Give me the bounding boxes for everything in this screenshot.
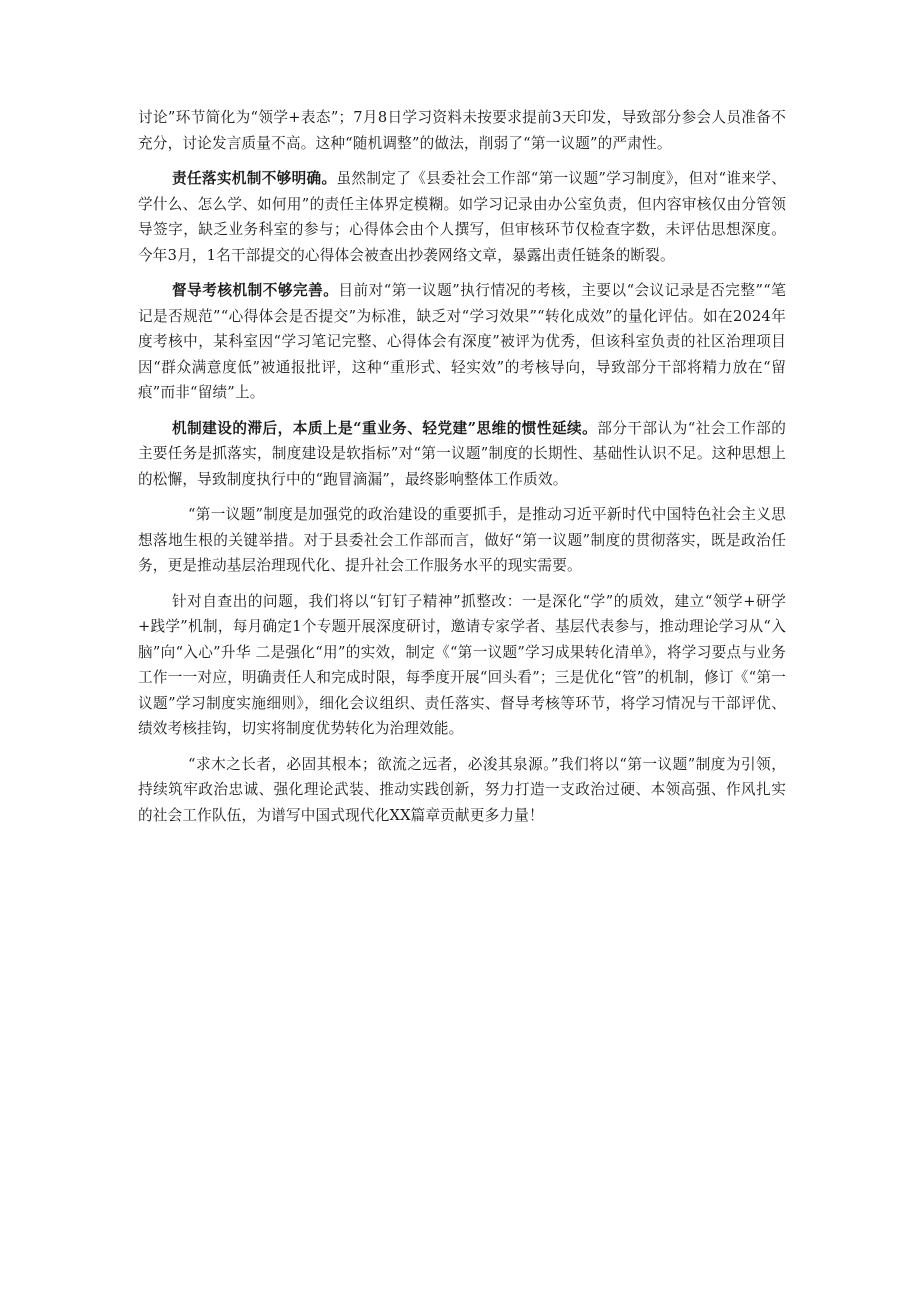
paragraph-continuation: 讨论”环节简化为“领学+表态”；7月8日学习资料未按要求提前3天印发，导致部分参会人员准备不充分，讨论发言质量不高。这种“随机调整”的做法，削弱了“第一议题”的严肃性。 [138, 109, 786, 152]
paragraph-supervision [138, 278, 786, 406]
paragraph-rectification: 针对自查出的问题，我们将以“钉钉子精神”抓整改：一是深化“学”的质效，建立“领学+研学+践学”机制，每月确定1个专题开展深度研讨，邀请专家学者、基层代表参与，推动理论学习从“入脑”向“入心”升华 二是强化“用”的实效，制定《“第一议题”学习成果转化清单》，将学习要点与业务工作一一对应，明确责任人和完成时限，每季度开展“回头看”；三是优化“管”的机制，修订《“第一议题”学习制度实施细则》，细化会议组织、责任落实、督导考核等环节，将学习情况与干部评优、绩效考核挂钩，切实将制度优势转化为治理效能。 [138, 592, 786, 737]
paragraph-heading: 督导考核机制不够完善。 [172, 282, 339, 299]
paragraph-responsibility [138, 166, 786, 268]
paragraph-importance: “第一议题”制度是加强党的政治建设的重要抓手，是推动习近平新时代中国特色社会主义思想落地生根的关键举措。对于县委社会工作部而言，做好“第一议题”制度的贯彻落实，既是政治任务，更是推动基层治理现代化、提升社会工作服务水平的现实需要。 [138, 506, 786, 574]
paragraph-body: 虽然制定了《县委社会工作部“第一议题”学习制度》，但对“谁来学、学什么、怎么学、如何用”的责任主体界定模糊。如学习记录由办公室负责，但内容审核仅由分管领导签字，缺乏业务科室的参与；心得体会由个人撰写，但审核环节仅检查字数，未评估思想深度。今年3月，1名干部提交的心得体会被查出抄袭网络文章，暴露出责任链条的断裂。 [138, 170, 786, 264]
paragraph-body: 目前对“第一议题”执行情况的考核，主要以“会议记录是否完整”“笔记是否规范”“心得体会是否提交”为标准，缺乏对“学习效果”“转化成效”的量化评估。如在2024年度考核中，某科室因“学习笔记完整、心得体会有深度”被评为优秀，但该科室负责的社区治理项目因“群众满意度低”被通报批评，这种“重形式、轻实效”的考核导向，导致部分干部将精力放在“留痕”而非“留绩”上。 [138, 282, 786, 401]
document-page [138, 105, 786, 838]
paragraph-heading: 责任落实机制不够明确。 [172, 170, 337, 187]
paragraph-body: 部分干部认为“社会工作部的主要任务是抓落实，制度建设是软指标”对“第一议题”制度的长期性、基础性认识不足。这种思想上的松懈，导致制度执行中的“跑冒滴漏”，最终影响整体工作质效。 [138, 419, 787, 488]
paragraph-heading: 机制建设的滞后，本质上是“重业务、轻党建”思维的惯性延续。 [172, 419, 598, 437]
paragraph-mechanism [138, 416, 786, 493]
paragraph-conclusion: “求木之长者，必固其根本；欲流之远者，必浚其泉源。”我们将以“第一议题”制度为引领，持续筑牢政治忠诚、强化理论武装、推动实践创新，努力打造一支政治过硬、本领高强、作风扎实的社会工作队伍，为谱写中国式现代化XX篇章贡献更多力量！ [138, 755, 786, 824]
